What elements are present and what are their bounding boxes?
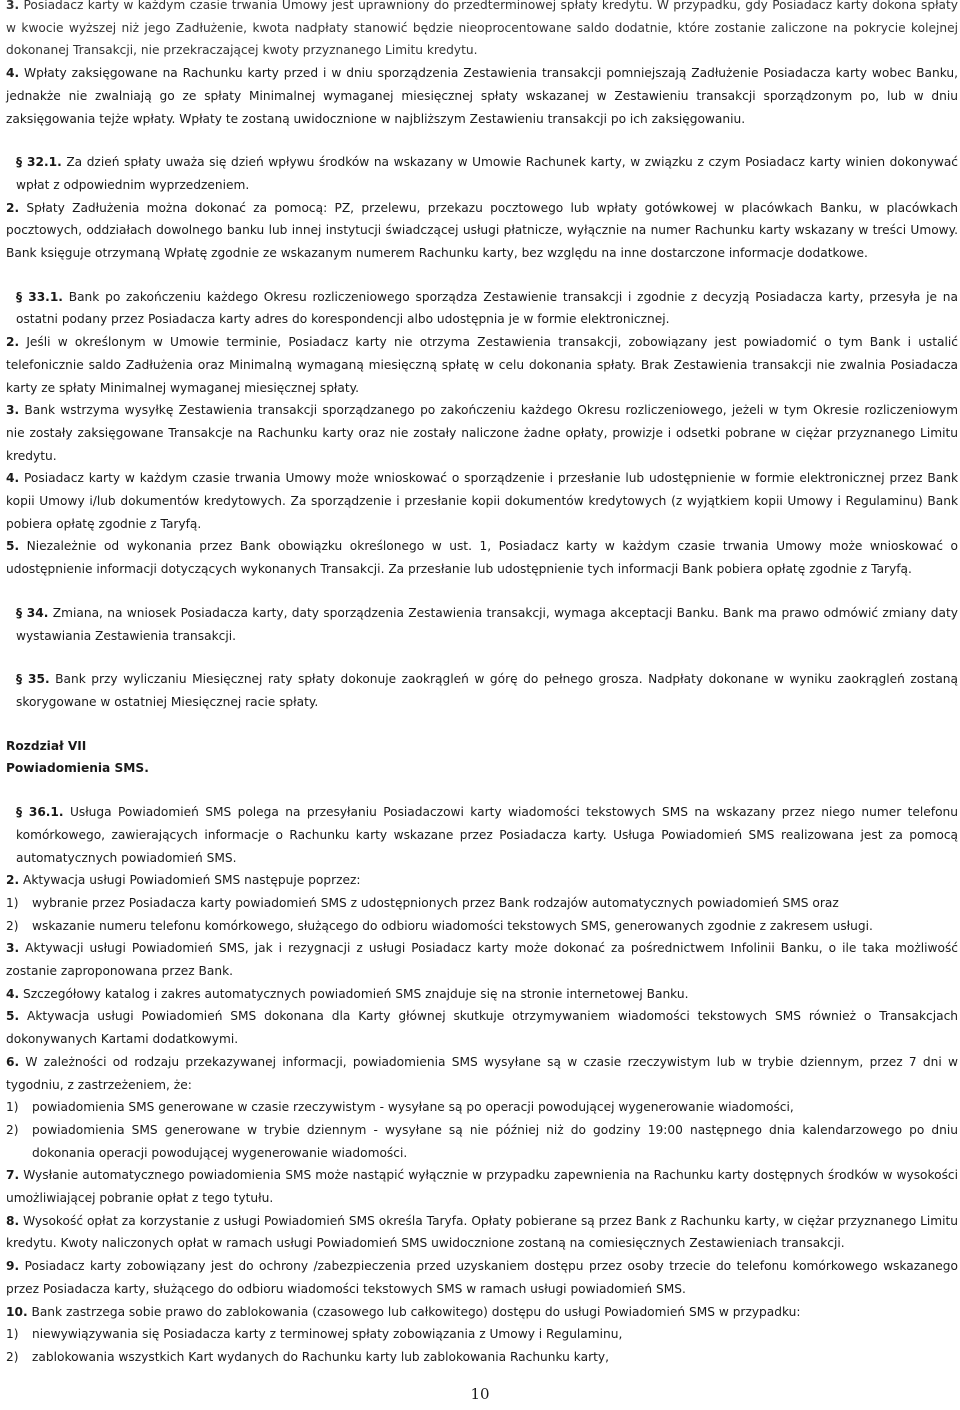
list-item-text: powiadomienia SMS generowane w czasie rzeczywistym - wysyłane są po operacji powodującej wygenerowanie wiadomości, [32, 1100, 794, 1115]
list-item-text: niewywiązywania się Posiadacza karty z terminowej spłaty zobowiązania z Umowy i Regulaminu, [32, 1327, 623, 1342]
list-item-number: 2) [6, 918, 19, 933]
paragraph [6, 197, 958, 265]
paragraph-text: Szczegółowy katalog i zakres automatycznych powiadomień SMS znajduje się na stronie internetowej Banku. [23, 986, 689, 1001]
paragraph-text: Bank po zakończeniu każdego Okresu rozliczeniowego sporządza Zestawienie transakcji i zgodnie z decyzją Posiadacza karty, przesyła je na ostatni podany przez Posiadacza karty adres do korespondencji albo udostępnia je w formie elektronicznej. [16, 289, 958, 327]
list-item [6, 892, 958, 915]
paragraph-text: Wysokość opłat za korzystanie z usługi Powiadomień SMS określa Taryfa. Opłaty pobierane są przez Bank z Rachunku karty, w ciężar przyznanego Limitu kredytu. Kwoty naliczonych opłat w ramach usługi Powiadomień SMS uwidocznione zostaną na comiesięcznych Zestawieniach transakcji. [6, 1213, 959, 1251]
paragraph-text: Posiadacz karty w każdym czasie trwania Umowy jest uprawniony do przedterminowej spłaty kredytu. W przypadku, gdy Posiadacz karty dokona spłaty w kwocie wyższej niż jego Zadłużenie, kwota nadpłaty stanowić będzie nieoprocentowane saldo dodatnie, które zostanie zaliczone na pokrycie kolejnej dokonanej Transakcji, nie przekraczającej kwoty przyznanego Limitu kredytu. [6, 0, 958, 58]
document-body [6, 0, 958, 1369]
section-32 [6, 151, 958, 196]
paragraph-number: 5. [6, 539, 20, 554]
paragraph-text: Jeśli w określonym w Umowie terminie, Posiadacz karty nie otrzyma Zestawienia transakcji, zobowiązany jest powiadomić o tym Bank i ustalić telefonicznie saldo Zadłużenia oraz Minimalną wymaganą miesięczną spłatę w celu dokonania spłaty. Brak Zestawienia transakcji nie zwalnia Posiadacza karty ze spłaty Minimalnej wymaganej miesięcznej spłaty. [6, 335, 958, 395]
paragraph-text: Spłaty Zadłużenia można dokonać za pomocą: PZ, przelewu, przekazu pocztowego lub wpłaty gotówkowej w placówkach Banku, w placówkach pocztowych, oddziałach dowolnego banku lub innej instytucji świadczącej usługi płatnicze, wyłącznie na numer Rachunku karty wskazany w treści Umowy. Bank księguje otrzymaną Wpłatę zgodnie ze wskazanym numerem Rachunku karty, bez względu na inne dostarczone informacje dodatkowe. [6, 200, 959, 261]
section-number: § 33.1. [16, 289, 63, 304]
paragraph-text: Posiadacz karty w każdym czasie trwania Umowy może wnioskować o sporządzenie i przesłanie lub udostępnienie w formie elektronicznej przez Bank kopii Umowy i/lub dokumentów kredytowych. Za sporządzenie i przesłanie kopii dokumentów kredytowych (z wyjątkiem kopii Umowy i Regulaminu) Bank pobiera opłatę zgodnie z Taryfą. [6, 471, 959, 531]
paragraph-text: Posiadacz karty zobowiązany jest do ochrony /zabezpieczenia przed uzyskaniem dostępu przez osoby trzecie do telefonu komórkowego wskazanego przez Posiadacza karty, służącego do odbioru wiadomości tekstowych SMS w ramach usługi powiadomień SMS. [6, 1259, 958, 1296]
paragraph-number: 9. [6, 1259, 20, 1274]
paragraph-number: 4. [6, 66, 20, 81]
section-number: § 35. [16, 672, 50, 687]
paragraph-number: 3. [6, 403, 20, 418]
paragraph-number: 7. [6, 1168, 20, 1183]
paragraph-text: W zależności od rodzaju przekazywanej informacji, powiadomienia SMS wysyłane są w czasie rzeczywistym lub w trybie dziennym, przez 7 dni w tygodniu, z zastrzeżeniem, że: [6, 1054, 958, 1092]
paragraph-number: 5. [6, 1009, 20, 1024]
paragraph-number: 4. [6, 986, 20, 1001]
paragraph [6, 467, 958, 535]
chapter-subtitle: Powiadomienia SMS. [6, 761, 149, 776]
paragraph-text: Aktywacja usługi Powiadomień SMS dokonana dla Karty głównej skutkuje otrzymywaniem wiadomości tekstowych SMS również o Transakcjach dokonywanych Kartami dodatkowymi. [6, 1009, 958, 1047]
paragraph-text: Usługa Powiadomień SMS polega na przesyłaniu Posiadaczowi karty wiadomości tekstowych SMS na wskazany przez niego numer telefonu komórkowego, zawierających informacje o Rachunku karty wskazane przez Posiadacza karty. Usługa Powiadomień SMS realizowana jest za pomocą automatycznych powiadomień SMS. [16, 805, 958, 865]
page-number: 10 [470, 1385, 490, 1403]
section-36 [6, 801, 958, 869]
paragraph [6, 1255, 958, 1300]
paragraph-text: Niezależnie od wykonania przez Bank obowiązku określonego w ust. 1, Posiadacz karty w każdym czasie trwania Umowy może wnioskować o udostępnienie informacji dotyczących wykonanych Transakcji. Za przesłanie lub udostępnienie tych informacji Bank pobiera opłatę zgodnie z Taryfą. [6, 539, 958, 577]
paragraph-number: 4. [6, 471, 20, 486]
section-number: § 34. [16, 605, 49, 620]
paragraph [6, 535, 958, 580]
paragraph-text: Zmiana, na wniosek Posiadacza karty, daty sporządzenia Zestawienia transakcji, wymaga akceptacji Banku. Bank ma prawo odmówić zmiany daty wystawiania Zestawienia transakcji. [16, 605, 959, 643]
list-item [6, 1346, 958, 1369]
paragraph-text: Bank wstrzyma wysyłkę Zestawienia transakcji sporządzanego po zakończeniu każdego Okresu rozliczeniowego, jeżeli w tym Okresie rozliczeniowym nie zostały zaksięgowane Transakcje na Rachunku karty oraz nie zostały naliczone żadne opłaty, prowizje i odsetki pobrane w ciężar przyznanego Limitu kredytu. [6, 403, 959, 463]
paragraph [6, 62, 958, 130]
list-item [6, 1323, 958, 1346]
paragraph-text: Wysłanie automatycznego powiadomienia SMS może nastąpić wyłącznie w przypadku zapewnienia na Rachunku karty dostępnych środków w wysokości umożliwiającej pobranie opłat z tego tytułu. [6, 1168, 959, 1206]
paragraph [6, 0, 958, 62]
chapter-title: Rozdział VII [6, 738, 87, 753]
section-35 [6, 668, 958, 713]
list-item-number: 1) [6, 1100, 19, 1115]
list-item-number: 2) [6, 1349, 19, 1364]
paragraph-text: Aktywacja usługi Powiadomień SMS następuje poprzez: [23, 873, 361, 888]
paragraph [6, 399, 958, 467]
paragraph [6, 1301, 958, 1324]
paragraph [6, 869, 958, 892]
paragraph-text: Bank zastrzega sobie prawo do zablokowania (czasowego lub całkowitego) dostępu do usługi Powiadomień SMS w przypadku: [31, 1304, 801, 1319]
paragraph [6, 1210, 958, 1255]
paragraph-number: 8. [6, 1213, 20, 1228]
list-item-text: zablokowania wszystkich Kart wydanych do Rachunku karty lub zablokowania Rachunku karty, [32, 1349, 609, 1364]
paragraph-number: 10. [6, 1304, 28, 1319]
list-item [6, 915, 958, 938]
list-item-number: 1) [6, 1327, 19, 1342]
paragraph [6, 1005, 958, 1050]
paragraph-text: Wpłaty zaksięgowane na Rachunku karty przed i w dniu sporządzenia Zestawienia transakcji pomniejszają Zadłużenie Posiadacza karty wobec Banku, jednakże nie zwalniają go ze spłaty Minimalnej wymaganej miesięcznej spłaty wskazanej w Zestawieniu transakcji sporządzonym po, lub w dniu zaksięgowania tejże wpłaty. Wpłaty te zostaną uwidocznione w najbliższym Zestawieniu transakcji po ich zaksięgowaniu. [6, 66, 959, 126]
list-item [6, 1096, 958, 1119]
list-item-number: 1) [6, 895, 19, 910]
list-item-text: powiadomienia SMS generowane w trybie dziennym - wysyłane są nie później niż do godziny 19:00 następnego dnia kalendarzowego po dniu dokonania operacji powodującej wygenerowanie wiadomości. [32, 1122, 958, 1160]
list-item-number: 2) [6, 1122, 19, 1137]
paragraph [6, 1051, 958, 1096]
paragraph-text: Bank przy wyliczaniu Miesięcznej raty spłaty dokonuje zaokrągleń w górę do pełnego grosza. Nadpłaty dokonane w wyniku zaokrągleń zostaną skorygowane w ostatniej Miesięcznej racie spłaty. [16, 672, 958, 709]
paragraph-number: 2. [6, 873, 20, 888]
paragraph [6, 937, 958, 982]
paragraph-number: 2. [6, 200, 20, 215]
list-item-text: wskazanie numeru telefonu komórkowego, służącego do odbioru wiadomości tekstowych SMS, generowanych zgodnie z zakresem usługi. [32, 918, 873, 933]
paragraph-number: 3. [6, 0, 20, 12]
section-33 [6, 286, 958, 331]
paragraph-number: 6. [6, 1054, 20, 1069]
paragraph-number: 3. [6, 941, 20, 956]
section-number: § 36.1. [16, 805, 64, 820]
section-number: § 32.1. [16, 155, 62, 170]
paragraph [6, 983, 958, 1006]
paragraph-number: 2. [6, 335, 20, 350]
paragraph-text: Za dzień spłaty uważa się dzień wpływu środków na wskazany w Umowie Rachunek karty, w związku z czym Posiadacz karty winien dokonywać wpłat z odpowiednim wyprzedzeniem. [16, 155, 958, 192]
paragraph [6, 331, 958, 399]
paragraph [6, 1164, 958, 1209]
paragraph-text: Aktywacji usługi Powiadomień SMS, jak i rezygnacji z usługi Posiadacz karty może dokonać za pośrednictwem Infolinii Banku, o ile taka możliwość zostanie zaproponowana przez Bank. [6, 941, 959, 979]
list-item-text: wybranie przez Posiadacza karty powiadomień SMS z udostępnionych przez Bank rodzajów automatycznych powiadomień SMS oraz [32, 895, 839, 910]
list-item [6, 1119, 958, 1164]
section-34 [6, 602, 958, 647]
